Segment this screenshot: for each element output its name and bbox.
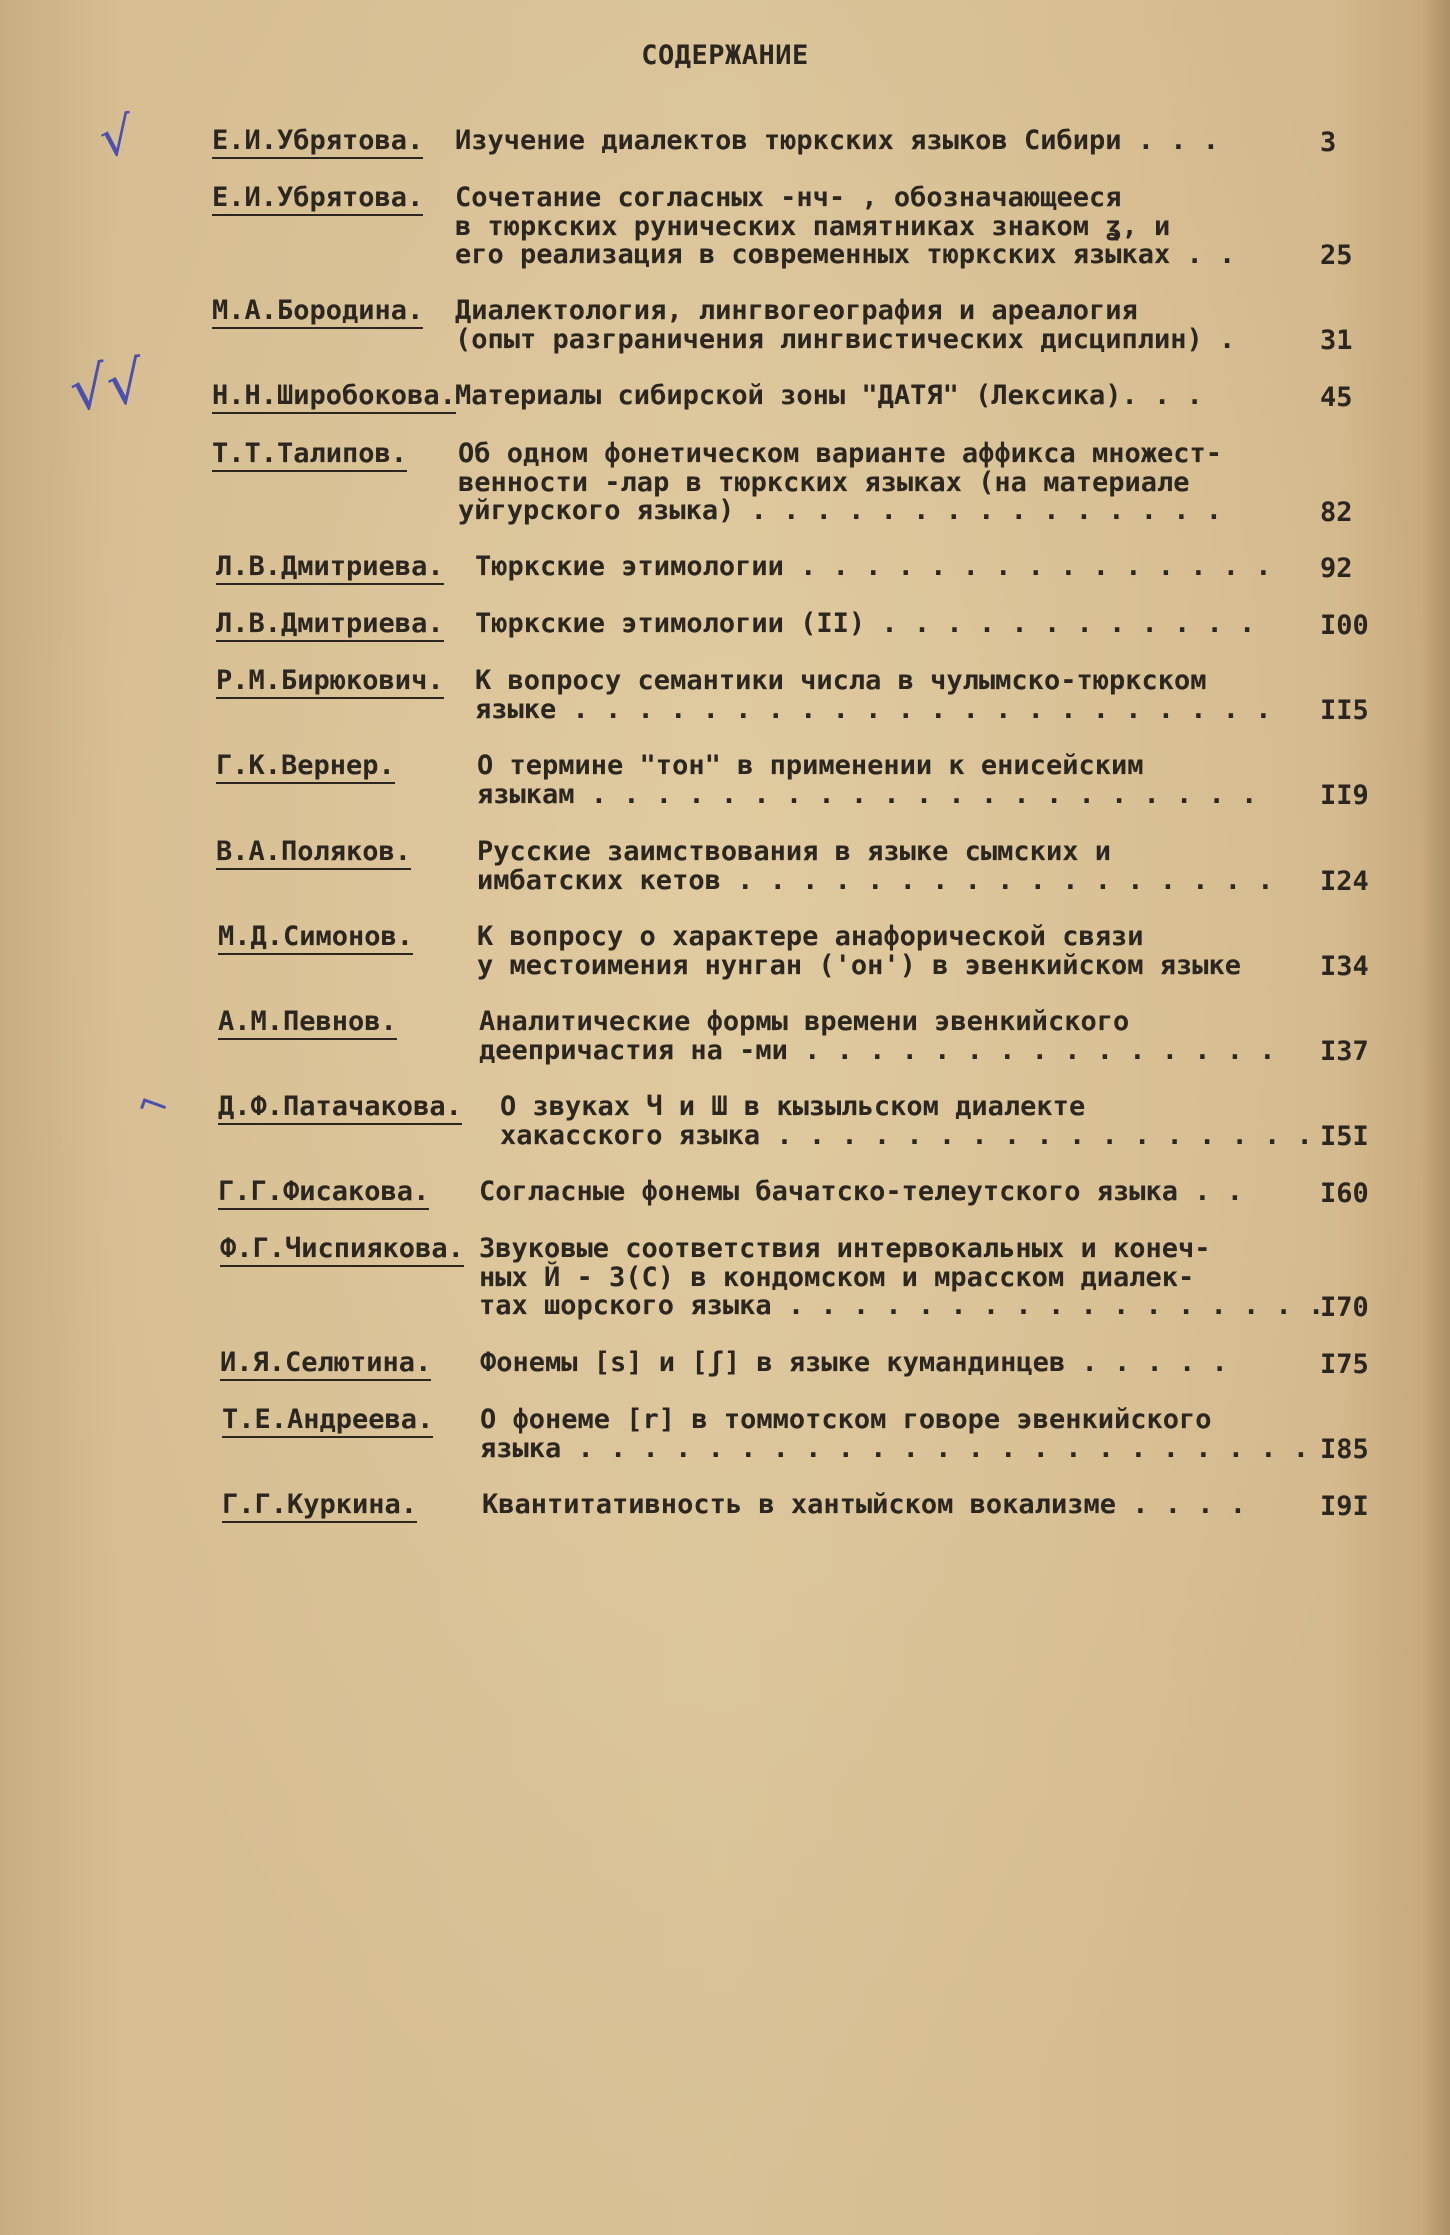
toc-entry-title bbox=[475, 667, 1272, 724]
toc-author: Р.М.Бирюкович. bbox=[216, 667, 444, 699]
toc-title-line: К вопросу о характере анафорической связи bbox=[477, 921, 1144, 952]
toc-page-number: II9 bbox=[1320, 780, 1369, 811]
toc-page-number: 92 bbox=[1320, 553, 1353, 584]
page-edge-shadow bbox=[1422, 0, 1450, 2235]
toc-author: Г.Г.Фисакова. bbox=[218, 1178, 429, 1210]
toc-author: Ф.Г.Чиспиякова. bbox=[220, 1235, 464, 1267]
toc-entry-title bbox=[500, 1093, 1313, 1150]
toc-entry bbox=[212, 184, 1300, 270]
toc-entry bbox=[222, 1404, 1310, 1464]
toc-entry bbox=[218, 1091, 1313, 1151]
toc-author: Н.Н.Широбокова. bbox=[212, 382, 456, 414]
toc-title-line: его реализация в современных тюркских языках . . bbox=[455, 239, 1236, 270]
toc-author: Т.Е.Андреева. bbox=[222, 1406, 433, 1438]
toc-entry-title bbox=[479, 1008, 1276, 1065]
toc-entry-title bbox=[455, 382, 1203, 411]
toc-title-line: Звуковые соответствия интервокальных и конеч- bbox=[479, 1233, 1211, 1264]
toc-title-line: венности -лар в тюркских языках (на материале bbox=[458, 466, 1190, 498]
toc-title-line: Квантитативность в хантыйском вокализме . . . . bbox=[482, 1489, 1247, 1520]
toc-title-line: языка . . . . . . . . . . . . . . . . . . . . . . . bbox=[480, 1432, 1310, 1464]
toc-title-line: деепричастия на -ми . . . . . . . . . . . . . . . bbox=[479, 1034, 1276, 1066]
toc-entry-title bbox=[455, 184, 1235, 270]
toc-page-number: I85 bbox=[1320, 1434, 1369, 1465]
toc-page-number: I24 bbox=[1320, 866, 1369, 897]
toc-entry-title bbox=[477, 923, 1241, 980]
toc-entry bbox=[212, 127, 1300, 156]
toc-entry bbox=[216, 838, 1300, 895]
toc-author: В.А.Поляков. bbox=[216, 838, 411, 870]
toc-entry-title bbox=[482, 1491, 1246, 1520]
toc-author: И.Я.Селютина. bbox=[220, 1349, 431, 1381]
toc-entry-title bbox=[477, 838, 1274, 895]
toc-author: Е.И.Убрятова. bbox=[212, 184, 423, 216]
toc-title-line: О термине "тон" в применении к енисейским bbox=[477, 750, 1144, 781]
toc-entry bbox=[212, 297, 1300, 354]
toc-title-line: О фонеме [r] в томмотском говоре эвенкийского bbox=[480, 1404, 1212, 1435]
toc-page-number: 3 bbox=[1320, 127, 1337, 158]
toc-entry bbox=[220, 1233, 1325, 1321]
toc-title-line: имбатских кетов . . . . . . . . . . . . . . . . . bbox=[477, 864, 1274, 896]
toc-page-number: I75 bbox=[1320, 1349, 1369, 1380]
toc-page-number: I34 bbox=[1320, 951, 1369, 982]
toc-author: Д.Ф.Патачакова. bbox=[218, 1093, 462, 1125]
toc-title-line: хакасского языка . . . . . . . . . . . . . . . . . bbox=[500, 1119, 1313, 1151]
toc-author: А.М.Певнов. bbox=[218, 1008, 397, 1040]
toc-title-line: Фонемы [s] и [ʃ] в языке кумандинцев . . . . . bbox=[480, 1347, 1228, 1378]
toc-entry bbox=[218, 1178, 1300, 1207]
toc-entry-title bbox=[479, 1178, 1243, 1207]
toc-author: Г.К.Вернер. bbox=[216, 752, 395, 784]
toc-author: М.Д.Симонов. bbox=[218, 923, 413, 955]
toc-entry bbox=[216, 553, 1300, 582]
toc-entry-title bbox=[480, 1406, 1309, 1463]
toc-page-number: I9I bbox=[1320, 1491, 1369, 1522]
toc-entry bbox=[216, 667, 1300, 724]
toc-entry bbox=[216, 610, 1300, 639]
double-check-mark-icon: √√ bbox=[65, 347, 149, 425]
toc-title-line: ных Й - З(С) в кондомском и мрасском диалек- bbox=[479, 1261, 1195, 1293]
toc-title-line: языкам . . . . . . . . . . . . . . . . . . . . . bbox=[477, 778, 1258, 810]
toc-entry bbox=[220, 1349, 1300, 1378]
toc-entry bbox=[216, 752, 1300, 809]
toc-title-line: Материалы сибирской зоны "ДАТЯ" (Лексика). . . bbox=[455, 380, 1203, 411]
toc-title-line: Об одном фонетическом варианте аффикса множест- bbox=[458, 438, 1223, 469]
toc-title-line: Тюркские этимологии (II) . . . . . . . . . . . . bbox=[475, 608, 1256, 639]
toc-author: Е.И.Убрятова. bbox=[212, 127, 423, 159]
check-mark-icon: √ bbox=[95, 105, 138, 171]
toc-title-line: тах шорского языка . . . . . . . . . . . . . . . . . bbox=[479, 1290, 1325, 1321]
toc-author: Г.Г.Куркина. bbox=[222, 1491, 417, 1523]
toc-page-number: I70 bbox=[1320, 1292, 1369, 1323]
toc-entry-title bbox=[479, 1235, 1324, 1321]
toc-title-line: Изучение диалектов тюркских языков Сибири . . . bbox=[455, 125, 1220, 156]
toc-page-number: I00 bbox=[1320, 610, 1369, 641]
toc-entry-title bbox=[455, 297, 1235, 354]
toc-entry bbox=[222, 1491, 1300, 1520]
toc-entry bbox=[212, 440, 1300, 526]
toc-title-line: Согласные фонемы бачатско-телеутского языка . . bbox=[479, 1176, 1244, 1207]
toc-page-number: 25 bbox=[1320, 240, 1353, 271]
toc-author: М.А.Бородина. bbox=[212, 297, 423, 329]
toc-title-line: уйгурского языка) . . . . . . . . . . . . . . . bbox=[458, 495, 1223, 526]
toc-title-line: Тюркские этимологии . . . . . . . . . . . . . . . bbox=[475, 551, 1272, 582]
toc-entry-title bbox=[455, 127, 1219, 156]
small-check-mark-icon: ⌐ bbox=[131, 1078, 177, 1132]
toc-title-line: К вопросу семантики числа в чулымско-тюркском bbox=[475, 665, 1207, 696]
toc-entry bbox=[218, 1008, 1300, 1065]
toc-author: Л.В.Дмитриева. bbox=[216, 610, 444, 642]
toc-title-line: Сочетание согласных -нч- , обозначающееся bbox=[455, 182, 1122, 213]
toc-title-line: в тюркских рунических памятниках знаком ʓ, и bbox=[455, 210, 1171, 242]
toc-title-line: Русские заимствования в языке сымских и bbox=[477, 836, 1111, 867]
toc-author: Т.Т.Талипов. bbox=[212, 440, 407, 472]
toc-title-line: языке . . . . . . . . . . . . . . . . . . . . . . bbox=[475, 693, 1272, 725]
toc-title-line: Аналитические формы времени эвенкийского bbox=[479, 1006, 1130, 1037]
toc-page-number: I60 bbox=[1320, 1178, 1369, 1209]
page-title: СОДЕРЖАНИЕ bbox=[641, 40, 809, 71]
toc-title-line: О звуках Ч и Ш в кызыльском диалекте bbox=[500, 1091, 1086, 1122]
toc-entry-title bbox=[475, 610, 1255, 639]
toc-page-number: I5I bbox=[1320, 1121, 1369, 1152]
toc-title-line: Диалектология, лингвогеография и ареалогия bbox=[455, 295, 1138, 326]
toc-entry-title bbox=[480, 1349, 1228, 1378]
toc-entry-title bbox=[475, 553, 1272, 582]
toc-entry bbox=[212, 382, 1300, 411]
toc-page-number: 82 bbox=[1320, 497, 1353, 528]
toc-page-number: 45 bbox=[1320, 382, 1353, 413]
toc-title-line: у местоимения нунган ('он') в эвенкийском языке bbox=[477, 949, 1242, 981]
toc-entry bbox=[218, 923, 1300, 980]
toc-page-number: I37 bbox=[1320, 1036, 1369, 1067]
toc-title-line: (опыт разграничения лингвистических дисциплин) . bbox=[455, 323, 1236, 355]
toc-page-number: 31 bbox=[1320, 325, 1353, 356]
toc-entry-title bbox=[458, 440, 1222, 526]
toc-author: Л.В.Дмитриева. bbox=[216, 553, 444, 585]
toc-entry-title bbox=[477, 752, 1257, 809]
toc-page-number: II5 bbox=[1320, 695, 1369, 726]
